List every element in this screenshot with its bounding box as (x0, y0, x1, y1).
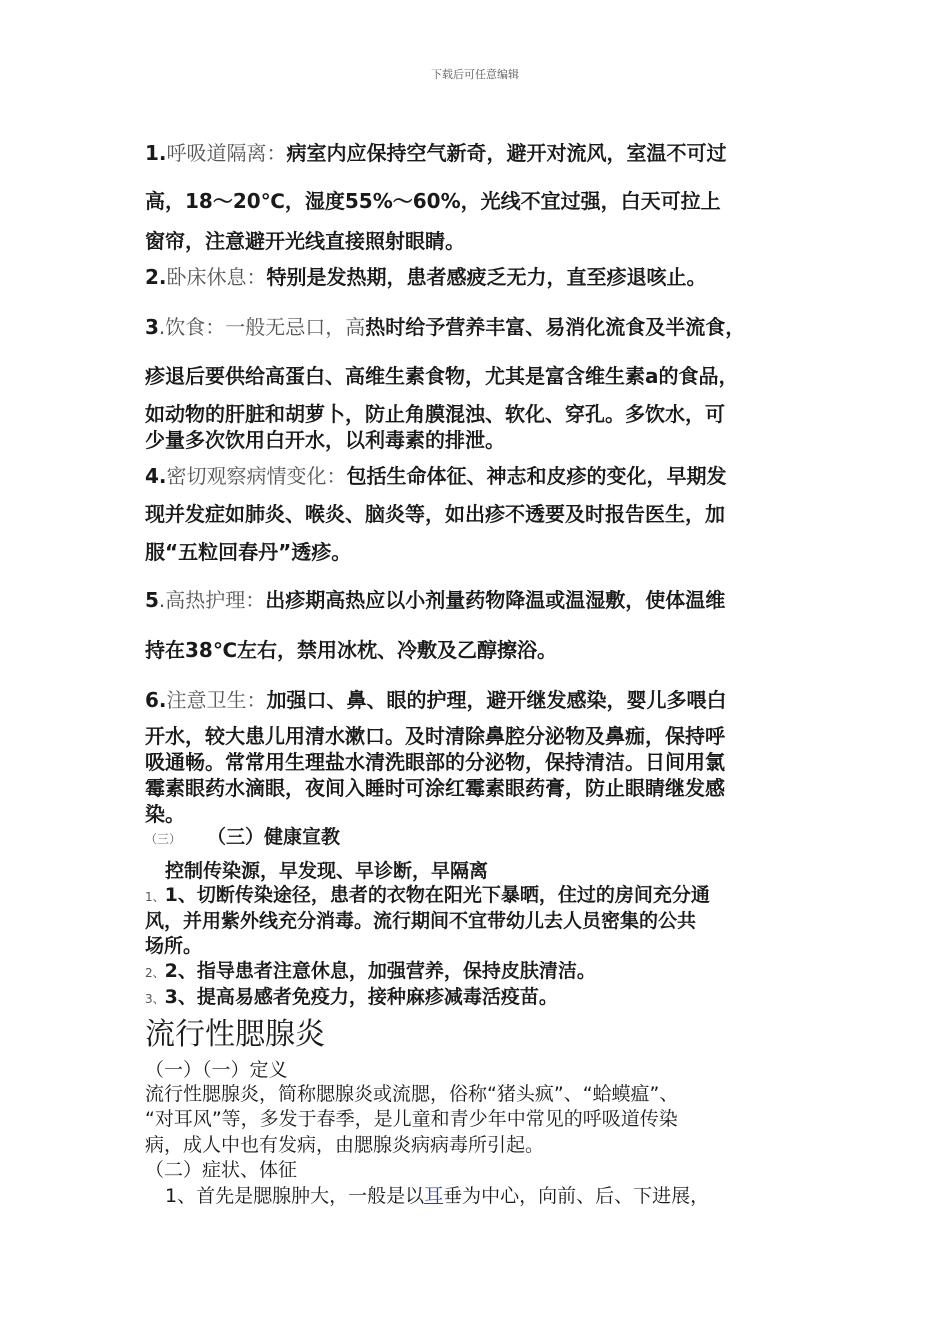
care-item-6-line-2: 开水，较大患儿用清水漱口。及时清除鼻腔分泌物及鼻痂，保持呼 (145, 724, 725, 748)
ear-link[interactable]: 耳 (424, 1185, 444, 1207)
mumps-definition-heading: （一）（一）定义 (145, 1059, 288, 1081)
mumps-definition-line-3: 病，成人中也有发病，由腮腺炎病病毒所引起。 (145, 1134, 545, 1156)
care-item-1-line-2: 高，18～20℃，湿度55%～60%，光线不宜过强，白天可拉上 (145, 189, 721, 213)
care-item-5-line-2: 持在38℃左右，禁用冰枕、冷敷及乙醇擦浴。 (145, 638, 558, 662)
care-item-6-line-4: 霉素眼药水滴眼，夜间入睡时可涂红霉素眼药膏，防止眼睛继发感 (145, 776, 725, 800)
health-item-3: 3、3、提高易感者免疫力，接种麻疹减毒活疫苗。 (145, 986, 558, 1008)
care-item-1-line-1: 1.呼吸道隔离：病室内应保持空气新奇，避开对流风，室温不可过 (145, 141, 727, 165)
care-item-3-line-3: 如动物的肝脏和胡萝卜，防止角膜混浊、软化、穿孔。多饮水，可 (145, 402, 725, 426)
health-item-1-line-1: 1、1、切断传染途径，患者的衣物在阳光下暴晒，住过的房间充分通 (145, 884, 710, 906)
mumps-symptoms-line-1: 1、首先是腮腺肿大，一般是以耳垂为中心，向前、后、下进展， (165, 1185, 710, 1207)
mumps-definition-line-2: “对耳风”等，多发于春季，是儿童和青少年中常见的呼吸道传染 (145, 1108, 678, 1130)
mumps-title: 流行性腮腺炎 (145, 1017, 325, 1052)
care-item-3-line-4: 少量多次饮用白开水，以利毒素的排泄。 (145, 428, 505, 452)
care-item-2: 2.卧床休息：特别是发热期，患者感疲乏无力，直至疹退咳止。 (145, 265, 707, 289)
care-item-3-line-2: 疹退后要供给高蛋白、高维生素食物，尤其是富含维生素a的食品， (145, 364, 739, 388)
health-item-1-line-3: 场所。 (145, 935, 203, 957)
health-education-heading: （三） （三）健康宣教 (145, 826, 341, 848)
care-item-4-line-3: 服“五粒回春丹”透疹。 (145, 540, 352, 564)
page-header: 下载后可任意编辑 (431, 68, 519, 81)
care-item-6-line-3: 吸通畅。常常用生理盐水清洗眼部的分泌物，保持清洁。日间用氯 (145, 750, 725, 774)
care-item-4-line-1: 4.密切观察病情变化：包括生命体征、神志和皮疹的变化，早期发 (145, 464, 727, 488)
mumps-definition-line-1: 流行性腮腺炎，简称腮腺炎或流腮，俗称“猪头疯”、“蛤蟆瘟”、 (145, 1083, 679, 1105)
care-item-3-line-1: 3.饮食：一般无忌口，高热时给予营养丰富、易消化流食及半流食， (145, 315, 746, 339)
care-item-5-line-1: 5.高热护理：出疹期高热应以小剂量药物降温或温湿敷，使体温维 (145, 588, 726, 612)
health-education-intro: 控制传染源，早发现、早诊断，早隔离 (165, 860, 489, 882)
care-item-4-line-2: 现并发症如肺炎、喉炎、脑炎等，如出疹不透要及时报告医生，加 (145, 502, 725, 526)
care-item-6-line-1: 6.注意卫生：加强口、鼻、眼的护理，避开继发感染，婴儿多喂白 (145, 688, 727, 712)
health-item-1-line-2: 风，并用紫外线充分消毒。流行期间不宜带幼儿去人员密集的公共 (145, 910, 697, 932)
care-item-1-line-3: 窗帘，注意避开光线直接照射眼睛。 (145, 229, 465, 253)
care-item-6-line-5: 染。 (145, 802, 185, 826)
health-item-2: 2、2、指导患者注意休息，加强营养，保持皮肤清洁。 (145, 960, 596, 982)
mumps-symptoms-heading: （二）症状、体征 (145, 1159, 298, 1181)
